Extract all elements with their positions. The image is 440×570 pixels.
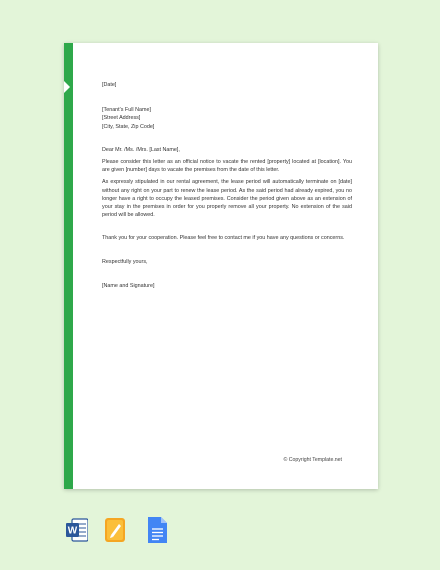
date-line: [Date]: [102, 82, 117, 88]
copyright-notice: © Copyright Template.net: [283, 457, 342, 463]
letter-document: [64, 43, 378, 489]
accent-bar: [64, 43, 73, 489]
street-address: [Street Address]: [102, 115, 141, 122]
word-icon[interactable]: [66, 516, 88, 544]
paragraph-notice: Please consider this letter as an official notice to vacate the rented [property] located at [location]. You are given [number] days to vacate the premises from the date of this letter.: [102, 159, 352, 174]
closing: Respectfully yours,: [102, 258, 148, 265]
salutation: Dear Mr. /Ms. /Mrs. [Last Name],: [102, 146, 180, 153]
paragraph-lease-terms: As expressly stipulated in our rental agreement, the lease period will automatically terminate on [date] without any right on your part to renew the lease period. As the said period had already expired, you no longer have a right to occupy the leased premises. Consider the period given above as an extension of your stay in the premises in order for you properly remove all your property. No extension of the said period will be allowed.: [102, 179, 352, 219]
paragraph-thanks: Thank you for your cooperation. Please feel free to contact me if you have any questions or concerns.: [102, 235, 345, 242]
recipient-address: [102, 106, 352, 131]
recipient-name: [Tenant's Full Name]: [102, 107, 151, 114]
signature-line: [Name and Signature]: [102, 282, 155, 289]
letter-body: [102, 81, 352, 290]
svg-text:W: W: [67, 525, 78, 537]
google-docs-icon[interactable]: [146, 516, 168, 544]
city-state-zip: [City, State, Zip Code]: [102, 123, 155, 130]
pages-icon[interactable]: [104, 516, 126, 544]
bar-notch: [64, 81, 70, 93]
